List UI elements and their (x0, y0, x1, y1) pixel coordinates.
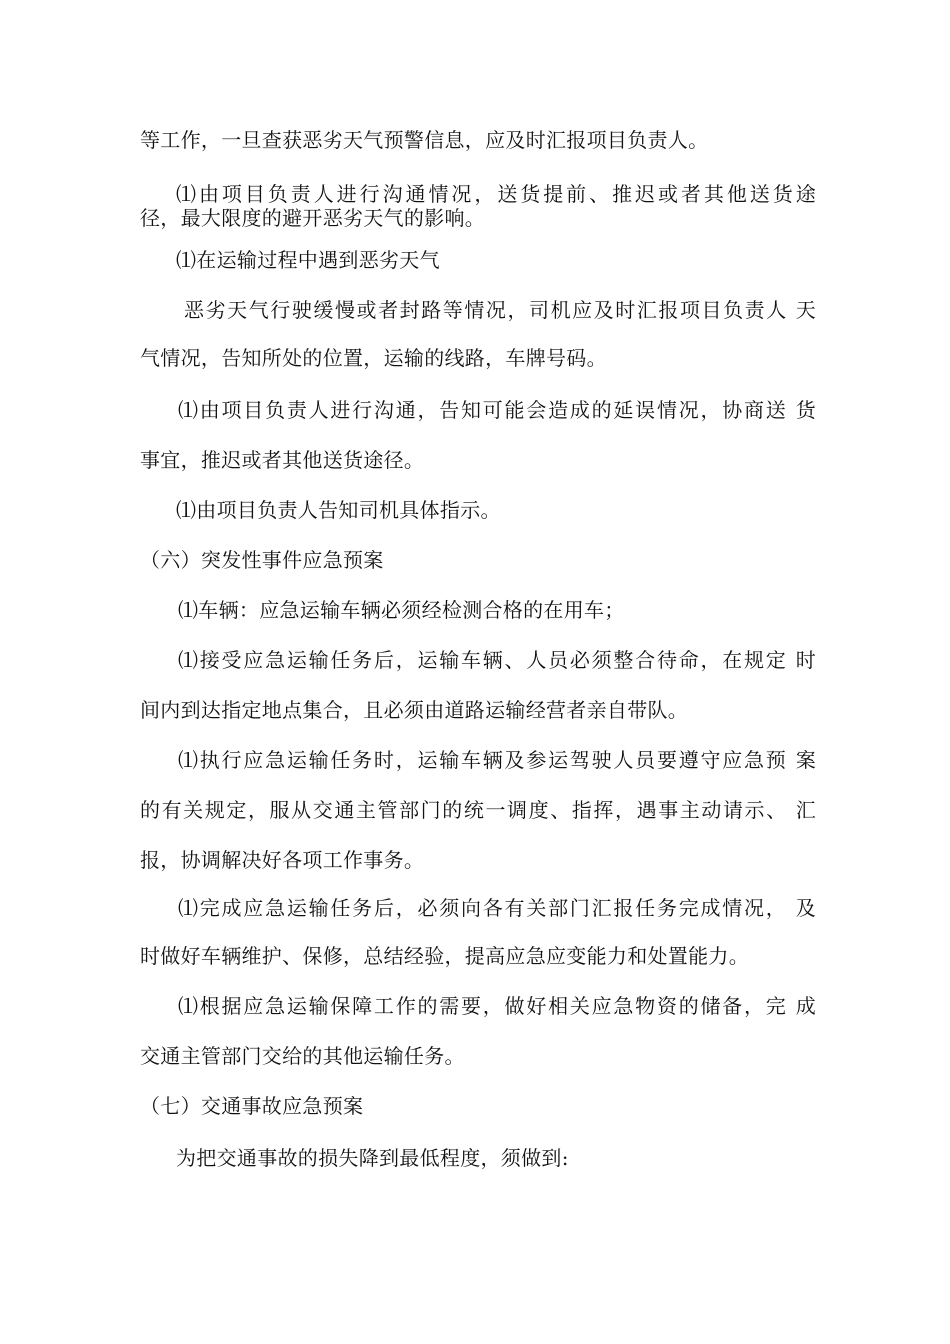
paragraph-line: 径，最大限度的避开恶劣天气的影响。 (140, 206, 486, 230)
paragraph-line: ⑴执行应急运输任务时，运输车辆及参运驾驶人员要遵守应急预 案 (178, 748, 816, 772)
section-heading: （七）交通事故应急预案 (140, 1094, 364, 1118)
paragraph-line: 为把交通事故的损失降到最低程度，须做到: (176, 1146, 569, 1170)
paragraph-line: 恶劣天气行驶缓慢或者封路等情况，司机应及时汇报项目负责人 天 (184, 298, 816, 322)
paragraph-line: ⑴由项目负责人告知司机具体指示。 (176, 498, 501, 522)
section-heading: ⑴在运输过程中遇到恶劣天气 (176, 248, 440, 272)
paragraph-line: ⑴车辆：应急运输车辆必须经检测合格的在用车； (178, 598, 625, 622)
paragraph-line: ⑴完成应急运输任务后，必须向各有关部门汇报任务完成情况， 及 (178, 896, 816, 920)
paragraph-line: 交通主管部门交给的其他运输任务。 (140, 1044, 465, 1068)
paragraph-line: 间内到达指定地点集合，且必须由道路运输经营者亲自带队。 (140, 698, 689, 722)
paragraph-line: 报，协调解决好各项工作事务。 (140, 848, 425, 872)
paragraph-line: 等工作，一旦查获恶劣天气预警信息，应及时汇报项目负责人。 (140, 128, 709, 152)
paragraph-line: ⑴接受应急运输任务后，运输车辆、人员必须整合待命，在规定 时 (178, 648, 816, 672)
paragraph-line: 的有关规定，服从交通主管部门的统一调度、指挥，遇事主动请示、 汇 (140, 798, 816, 822)
section-heading: （六）突发性事件应急预案 (140, 548, 384, 572)
paragraph-line: 事宜，推迟或者其他送货途径。 (140, 448, 425, 472)
paragraph-line: ⑴由项目负责人进行沟通，告知可能会造成的延误情况，协商送 货 (178, 398, 816, 422)
paragraph-line: 时做好车辆维护、保修，总结经验，提高应急应变能力和处置能力。 (140, 944, 749, 968)
paragraph-line: 气情况，告知所处的位置，运输的线路，车牌号码。 (140, 346, 607, 370)
paragraph-line: ⑴由项目负责人进行沟通情况，送货提前、推迟或者其他送货途 (176, 182, 816, 206)
paragraph-line: ⑴根据应急运输保障工作的需要，做好相关应急物资的储备，完 成 (178, 994, 816, 1018)
